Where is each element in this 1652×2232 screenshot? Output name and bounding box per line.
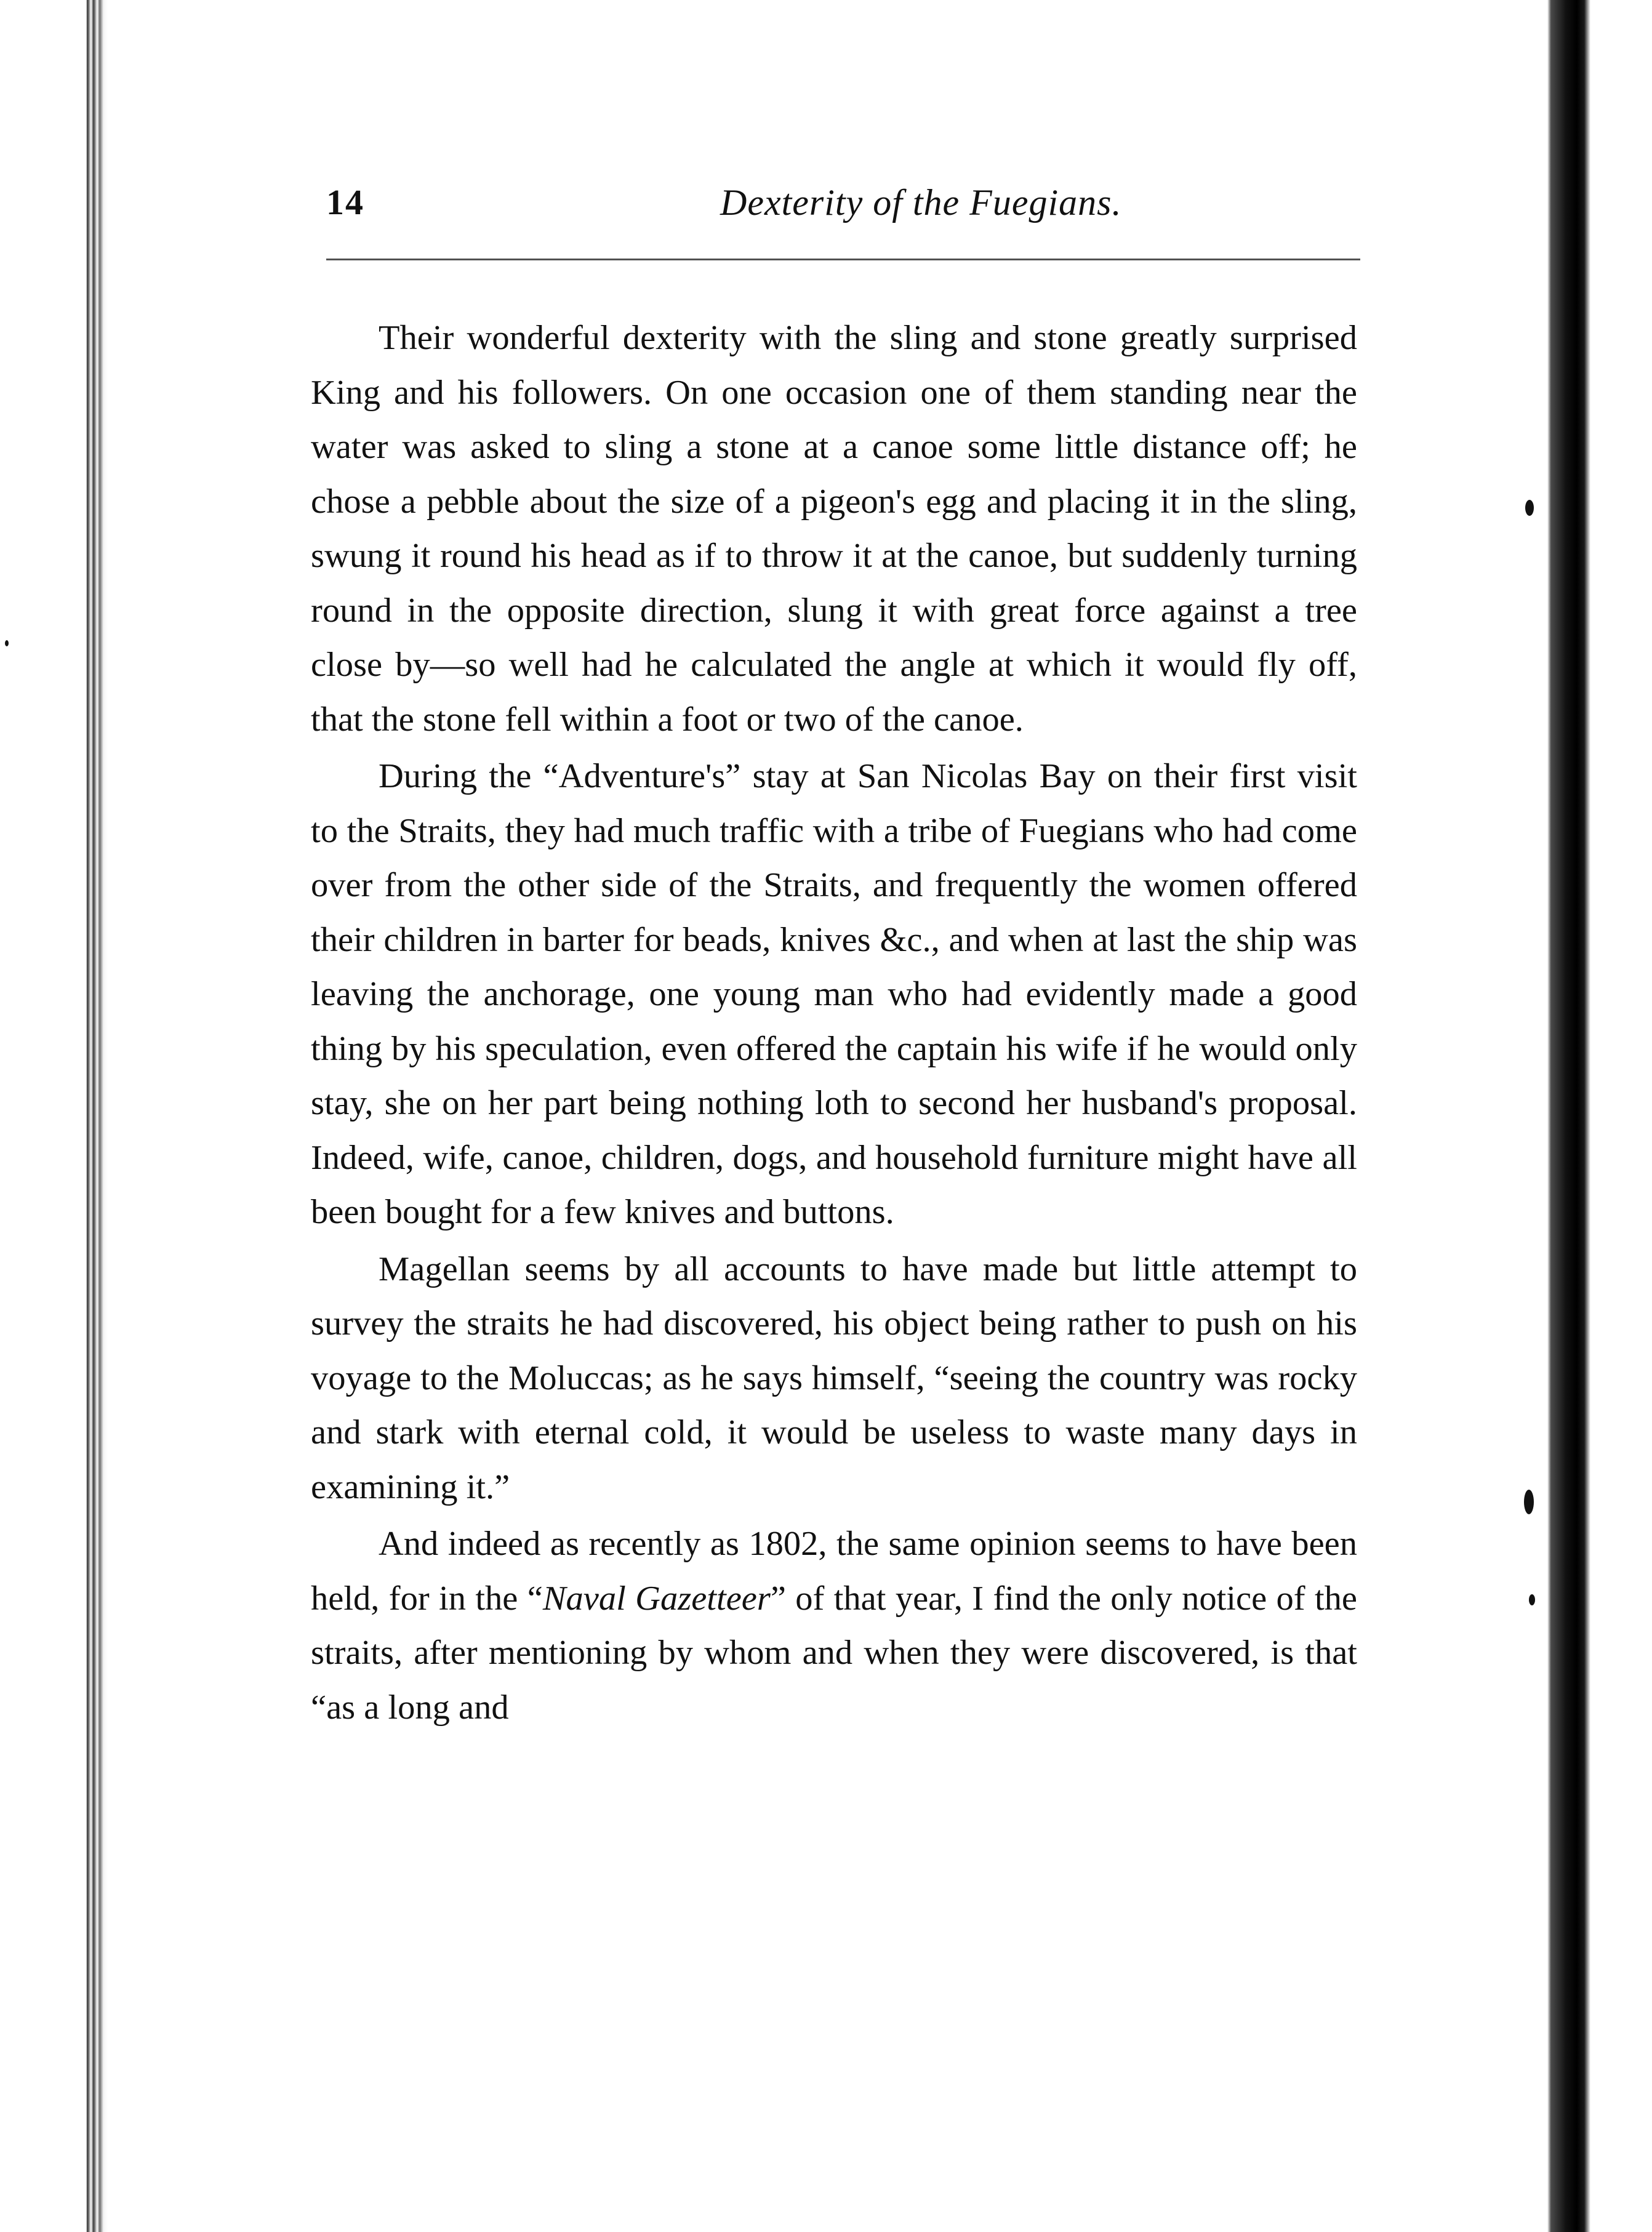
scan-speck bbox=[5, 640, 9, 646]
page-number: 14 bbox=[326, 182, 364, 222]
header-rule bbox=[326, 259, 1360, 260]
paragraph-4-text-a: And indeed as recently as 1802, the same opinion seems to have been held, for in the “ bbox=[311, 1525, 1357, 1618]
scan-speck bbox=[1524, 1490, 1534, 1514]
right-page-edge bbox=[1529, 0, 1652, 2232]
paragraph-3: Magellan seems by all accounts to have made but little attempt to survey the straits he had discovered, his object being rather to push on his voyage to the Moluccas; as he says himself, “seeing the country was rocky and stark with eternal cold, it would be useless to waste many days in examining it.” bbox=[311, 1250, 1357, 1506]
running-title: Dexterity of the Fuegians. bbox=[720, 182, 1122, 223]
paragraph-4 bbox=[311, 1517, 1357, 1735]
paragraph-1: Their wonderful dexterity with the sling and stone greatly surprised King and his followers. On one occasion one of them standing near the water was asked to sling a stone at a canoe some little distance off; he chose a pebble about the size of a pigeon's egg and placing it in the sling, swung it round his head as if to throw it at the canoe, but suddenly turning round in the opposite direction, slung it with great force against a tree close by—so well had he calculated the angle at which it would fly off, that the stone fell within a foot or two of the canoe. bbox=[311, 319, 1357, 739]
book-page bbox=[108, 0, 1530, 2232]
naval-gazetteer-title: Naval Gazetteer bbox=[542, 1579, 771, 1618]
body-text bbox=[311, 311, 1357, 1735]
left-binding-edge bbox=[0, 0, 108, 2232]
scan-speck bbox=[1529, 1594, 1535, 1605]
scan-speck bbox=[1525, 500, 1534, 516]
running-head bbox=[326, 182, 1182, 231]
paragraph-4-text-b: ” of that year, I find the only notice of the straits, after mentioning by whom and when they were discovered, is that “as a long and bbox=[311, 1579, 1357, 1727]
paragraph-2: During the “Adventure's” stay at San Nicolas Bay on their first visit to the Straits, they had much traffic with a tribe of Fuegians who had come over from the other side of the Straits, and frequently the women offered their children in barter for beads, knives &c., and when at last the ship was leaving the anchorage, one young man who had evidently made a good thing by his speculation, even offered the captain his wife if he would only stay, she on her part being nothing loth to second her husband's proposal. Indeed, wife, canoe, children, dogs, and household furniture might have all been bought for a few knives and buttons. bbox=[311, 757, 1357, 1231]
